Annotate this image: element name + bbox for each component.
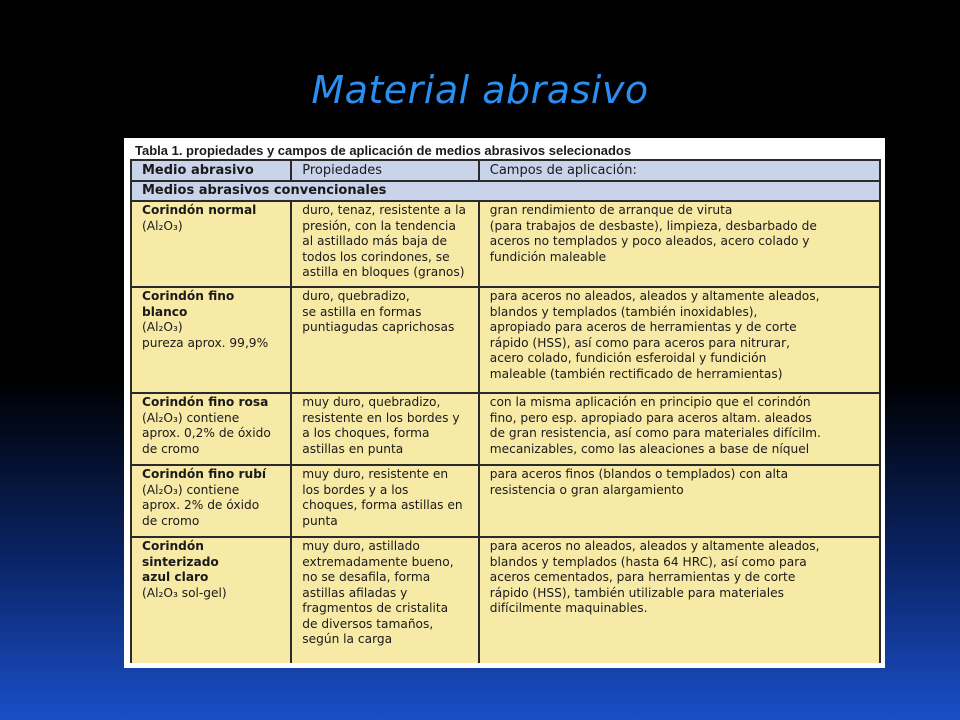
medio-name: Corindón fino blanco [142, 289, 235, 319]
cell-medio [131, 465, 291, 537]
cell-campos: para aceros finos (blandos o templados) con alta resistencia o gran alargamiento [479, 465, 880, 537]
cell-campos: para aceros no aleados, aleados y altamente aleados, blandos y templados (también inoxidables), apropiado para aceros de herramientas y de corte rápido (HSS), así como para aceros para nitrurar, acero colado, fundición esferoidal y fundición maleable (también rectificado de herramientas) [479, 287, 880, 393]
cell-propiedades: muy duro, astillado extremadamente bueno, no se desafila, forma astillas afiladas y fragmentos de cristalita de diversos tamaños, según la carga [291, 537, 479, 663]
medio-name: Corindón sinterizado azul claro [142, 539, 219, 584]
table-row [131, 393, 880, 465]
cell-medio [131, 393, 291, 465]
cell-campos: para aceros no aleados, aleados y altamente aleados, blandos y templados (hasta 64 HRC), así como para aceros cementados, para herramientas y de corte rápido (HSS), también utilizable para materiales difícilmente maquinables. [479, 537, 880, 663]
cell-propiedades: muy duro, quebradizo, resistente en los bordes y a los choques, forma astillas en punta [291, 393, 479, 465]
table-row [131, 537, 880, 663]
table-row [131, 465, 880, 537]
medio-name: Corindón fino rubí [142, 467, 267, 481]
section-label: Medios abrasivos convencionales [131, 181, 880, 201]
header-campos: Campos de aplicación: [479, 160, 880, 181]
medio-formula: (Al₂O₃) contiene aprox. 2% de óxido de cromo [142, 482, 260, 528]
medio-name: Corindón fino rosa [142, 395, 269, 409]
cell-propiedades: muy duro, resistente en los bordes y a los choques, forma astillas en punta [291, 465, 479, 537]
section-row [131, 181, 880, 201]
table-caption: Tabla 1. propiedades y campos de aplicación de medios abrasivos selecionados [135, 143, 632, 158]
header-medio: Medio abrasivo [131, 160, 291, 181]
cell-propiedades: duro, tenaz, resistente a la presión, con la tendencia al astillado más baja de todos los corindones, se astilla en bloques (granos) [291, 201, 479, 287]
cell-campos: gran rendimiento de arranque de viruta (para trabajos de desbaste), limpieza, desbarbado de aceros no templados y poco aleados, acero colado y fundición maleable [479, 201, 880, 287]
cell-propiedades: duro, quebradizo, se astilla en formas puntiagudas caprichosas [291, 287, 479, 393]
header-propiedades: Propiedades [291, 160, 479, 181]
medio-name: Corindón normal [142, 203, 257, 217]
slide-title: Material abrasivo [311, 68, 649, 112]
medio-formula: (Al₂O₃) [142, 218, 183, 233]
abrasives-table [130, 159, 881, 663]
medio-formula: (Al₂O₃) pureza aprox. 99,9% [142, 320, 269, 350]
cell-campos: con la misma aplicación en principio que el corindón fino, pero esp. apropiado para aceros altam. aleados de gran resistencia, así como para materiales difícilm. mecanizables, como las aleaciones a base de níquel [479, 393, 880, 465]
table-row [131, 201, 880, 287]
medio-formula: (Al₂O₃) contiene aprox. 0,2% de óxido de cromo [142, 410, 271, 456]
medio-formula: (Al₂O₃ sol-gel) [142, 585, 227, 600]
cell-medio [131, 201, 291, 287]
cell-medio [131, 537, 291, 663]
table-header-row [131, 160, 880, 181]
table-row [131, 287, 880, 393]
cell-medio [131, 287, 291, 393]
abrasives-table-figure [124, 138, 885, 668]
